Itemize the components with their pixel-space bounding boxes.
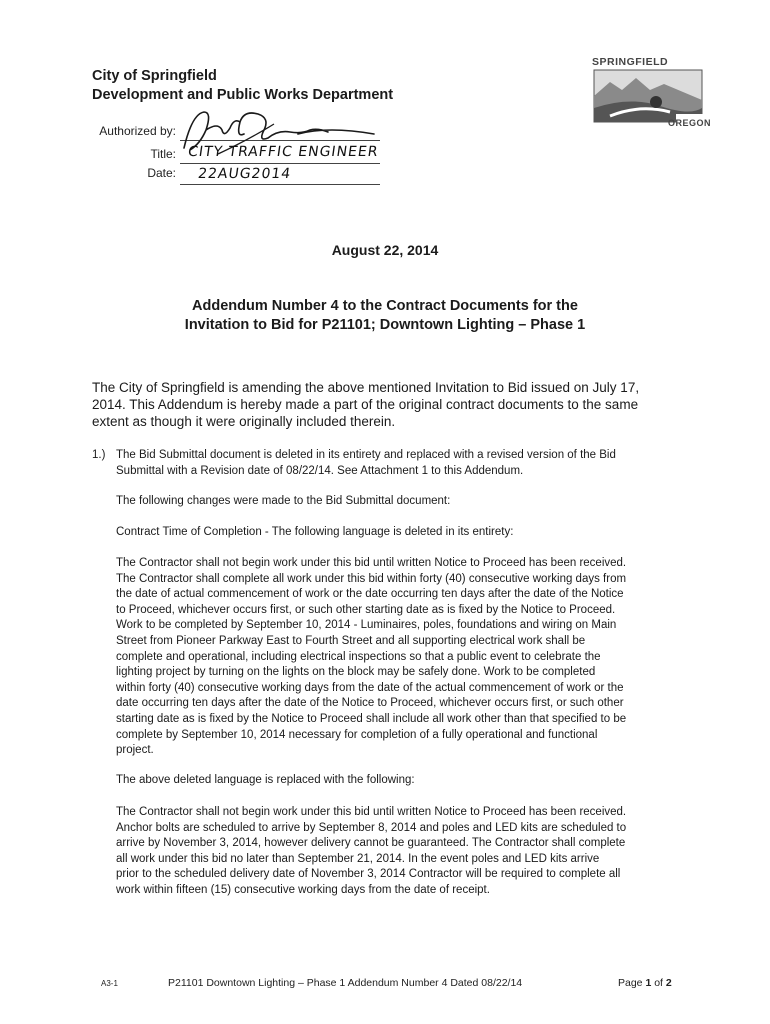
item-line: The Bid Submittal document is deleted in its entirety and replaced with a revised version of the Bid — [116, 449, 616, 461]
item-number: 1.) — [92, 449, 106, 461]
title-label: Title: — [150, 147, 176, 161]
date-line — [180, 184, 380, 185]
replaced-intro: The above deleted language is replaced with the following: — [116, 774, 415, 786]
page-number — [618, 977, 672, 989]
deleted-line: project. — [116, 744, 154, 757]
deleted-line: date occurring ten days after the date of the Notice to Proceed, whichever occurs first, or such other — [116, 697, 624, 710]
intro-line: The City of Springfield is amending the above mentioned Invitation to Bid issued on July 17, — [92, 380, 640, 395]
footer-code: A3-1 — [101, 979, 118, 988]
logo-top-text: SPRINGFIELD — [592, 56, 669, 68]
changes-intro: The following changes were made to the Bid Submittal document: — [116, 495, 451, 507]
department-name: Development and Public Works Department — [92, 87, 394, 103]
contract-time-heading: Contract Time of Completion - The following language is deleted in its entirety: — [116, 526, 514, 538]
authorized-by-label: Authorized by: — [99, 124, 176, 138]
replacement-line: The Contractor shall not begin work under this bid until written Notice to Proceed has been received. — [116, 806, 627, 818]
page-prefix: Page — [618, 977, 646, 989]
intro-line: 2014. This Addendum is hereby made a part of the original contract documents to the same — [92, 397, 639, 412]
intro-paragraph — [92, 379, 639, 430]
replacement-line: Anchor bolts are scheduled to arrive by September 8, 2014 and poles and LED kits are scheduled to — [116, 821, 627, 834]
title-line — [180, 163, 380, 164]
deleted-line: The Contractor shall not begin work under this bid until written Notice to Proceed has been received. — [116, 557, 627, 569]
page-current: 1 — [645, 977, 652, 989]
org-name: City of Springfield — [92, 68, 217, 84]
deleted-line: lighting project by turning on the lights on the block may be safely done. Work to be completed — [116, 666, 596, 679]
date-label: Date: — [147, 166, 176, 180]
deleted-line: the date of actual commencement of work or the date occurring ten days after the date of the Notice — [116, 588, 624, 601]
logo-bottom-text: OREGON — [668, 118, 712, 128]
intro-line: extent as though it were originally included therein. — [92, 414, 396, 429]
date-value: 22AUG2014 — [196, 166, 293, 182]
deleted-line: to Proceed, whichever occurs first, or such other starting date as is fixed by the Notice to Proceed. — [116, 603, 616, 616]
replacement-language — [116, 805, 626, 899]
deleted-language — [116, 556, 626, 759]
document-date: August 22, 2014 — [331, 242, 439, 258]
title-value: CITY TRAFFIC ENGINEER — [186, 144, 380, 160]
deleted-line: Street from Pioneer Parkway East to Fourth Street and all supporting electrical work shall be — [116, 634, 586, 647]
item-line: Submittal with a Revision date of 08/22/14. See Attachment 1 to this Addendum. — [116, 464, 524, 477]
footer-text: P21101 Downtown Lighting – Phase 1 Addendum Number 4 Dated 08/22/14 — [168, 977, 523, 989]
page-total: 2 — [665, 977, 672, 989]
deleted-line: complete and operational, including electrical inspections so that a public event to celebrate the — [116, 650, 601, 663]
deleted-line: The Contractor shall complete all work under this bid within forty (40) consecutive working days from — [116, 572, 627, 585]
deleted-line: Work to be completed by September 10, 2014 - Luminaires, poles, foundations and wiring on Main — [116, 619, 617, 632]
deleted-line: starting date as is fixed by the Notice to Proceed shall include all work other than that specified to be — [116, 712, 627, 725]
item-text — [116, 448, 616, 479]
replacement-line: arrive by November 3, 2014, however delivery cannot be guaranteed. The Contractor shall complete — [116, 837, 626, 850]
replacement-line: all work under this bid no later than September 21, 2014. In the event poles and LED kits arrive — [116, 852, 600, 865]
deleted-line: within forty (40) consecutive working days from the date of the actual commencement of work or the — [116, 681, 624, 694]
replacement-line: work within fifteen (15) consecutive working days from the date of receipt. — [116, 883, 490, 896]
deleted-line: complete by September 10, 2014 necessary for completion of a fully operational and functional — [116, 728, 598, 741]
document-title-line2: Invitation to Bid for P21101; Downtown Lighting – Phase 1 — [184, 317, 586, 333]
replacement-line: prior to the scheduled delivery date of November 3, 2014 Contractor will be required to complete all — [116, 868, 621, 881]
springfield-oregon-logo — [590, 56, 712, 128]
page-of: of — [651, 977, 666, 989]
document-title-line1: Addendum Number 4 to the Contract Documents for the — [192, 298, 578, 314]
